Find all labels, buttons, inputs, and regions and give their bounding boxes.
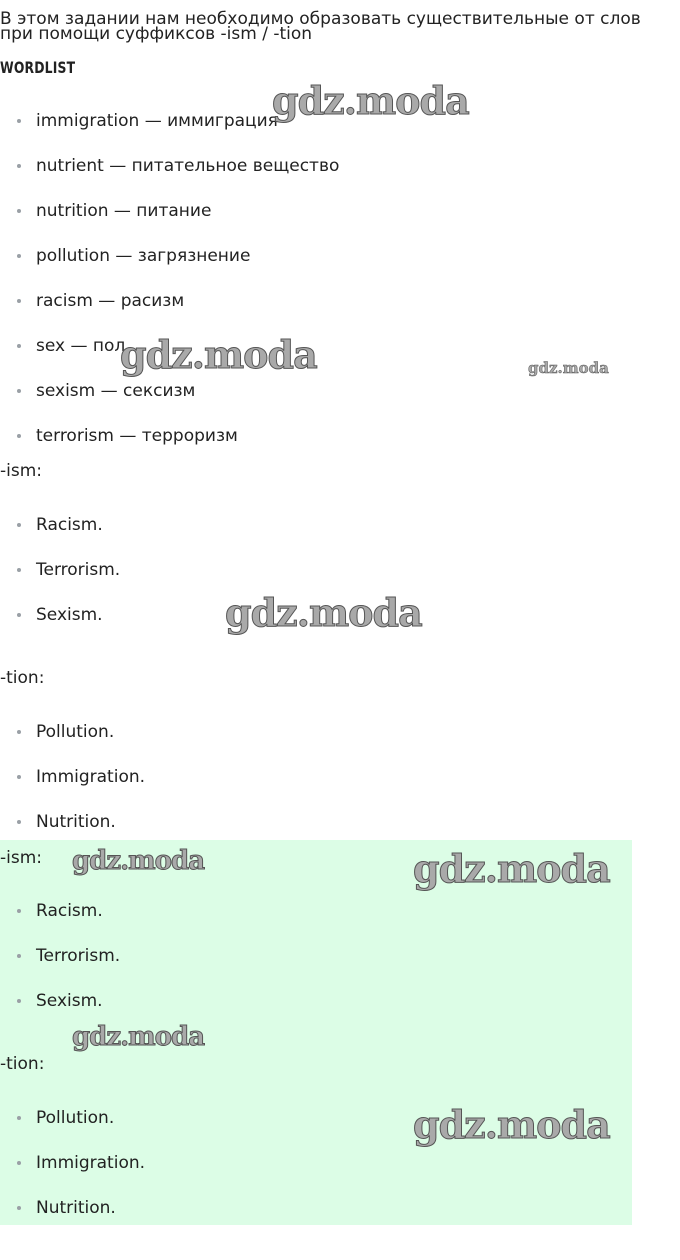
wordlist-heading: WORDLIST xyxy=(0,58,76,77)
answer-ism-label: -ism: xyxy=(0,848,43,868)
watermark: gdz.moda xyxy=(413,1102,610,1147)
bullet-icon xyxy=(17,613,21,617)
bullet-icon xyxy=(17,999,21,1003)
bullet-icon xyxy=(17,775,21,779)
watermark: gdz.moda xyxy=(528,359,609,377)
answer-tion-label: -tion: xyxy=(0,1054,45,1074)
bullet-icon xyxy=(17,389,21,393)
bullet-icon xyxy=(17,299,21,303)
watermark: gdz.moda xyxy=(120,332,317,377)
bullet-icon xyxy=(17,1161,21,1165)
watermark: gdz.moda xyxy=(72,1022,205,1052)
bullet-icon xyxy=(17,209,21,213)
tion-label: -tion: xyxy=(0,668,45,688)
bullet-icon xyxy=(17,909,21,913)
bullet-icon xyxy=(17,344,21,348)
bullet-icon xyxy=(17,434,21,438)
watermark: gdz.moda xyxy=(72,846,205,876)
bullet-icon xyxy=(17,730,21,734)
intro-text: В этом задании нам необходимо образовать существительные от слов xyxy=(0,9,641,29)
bullet-icon xyxy=(17,523,21,527)
watermark: gdz.moda xyxy=(413,846,610,891)
watermark: gdz.moda xyxy=(272,78,469,123)
bullet-icon xyxy=(17,254,21,258)
bullet-icon xyxy=(17,1116,21,1120)
watermark: gdz.moda xyxy=(225,590,422,635)
intro-cut-line: при помощи суффиксов -ism / -tion xyxy=(0,24,313,44)
ism-label: -ism: xyxy=(0,461,43,481)
bullet-icon xyxy=(17,1206,21,1210)
bullet-icon xyxy=(17,164,21,168)
bullet-icon xyxy=(17,954,21,958)
answer-box: -ism: Racism. Terrorism. Sexism. -tion: Pollution. Immigration. Nutrition. xyxy=(0,840,632,1225)
bullet-icon xyxy=(17,568,21,572)
bullet-icon xyxy=(17,119,21,123)
bullet-icon xyxy=(17,820,21,824)
